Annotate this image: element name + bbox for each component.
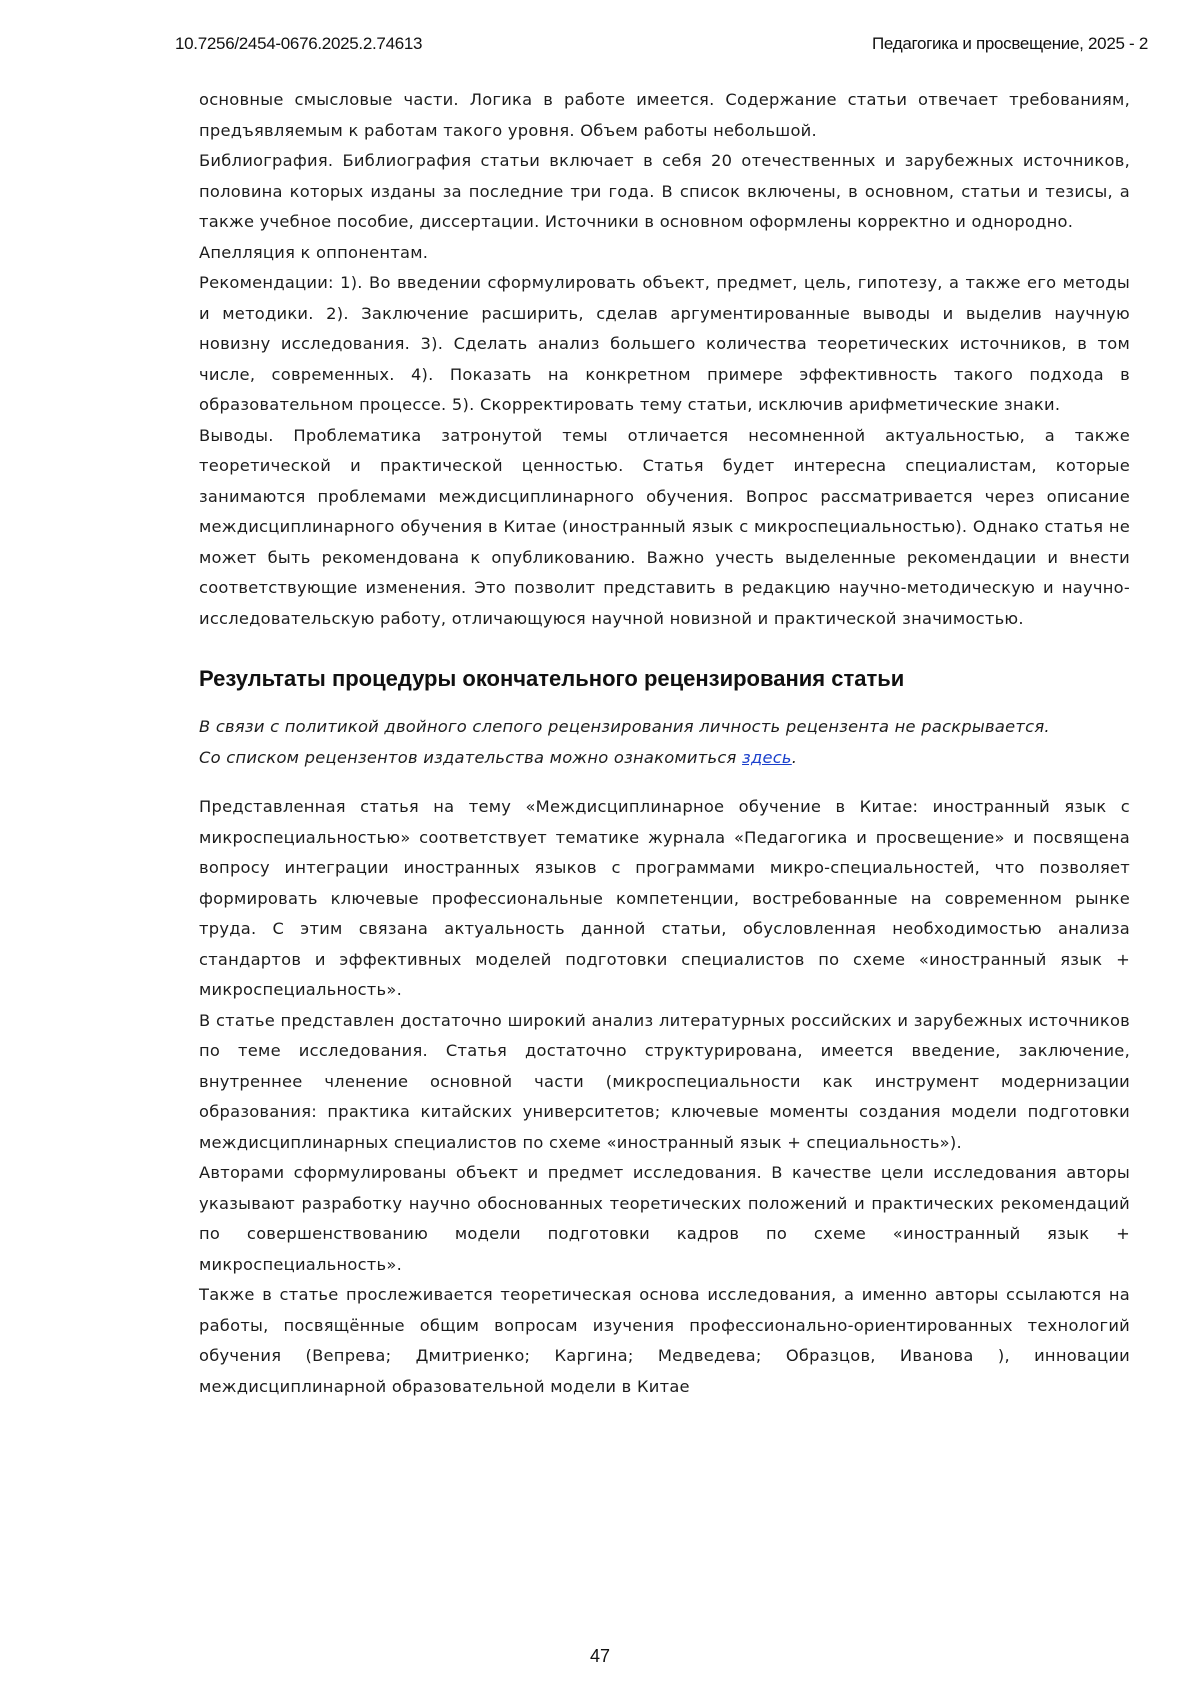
paragraph-structure: основные смысловые части. Логика в работе имеется. Содержание статьи отвечает требованиям, предъявляемым к работам такого уровня. Объем работы небольшой. — [199, 85, 1130, 146]
paragraph-recommendations: Рекомендации: 1). Во введении сформулировать объект, предмет, цель, гипотезу, а также его методы и методики. 2). Заключение расширить, сделав аргументированные выводы и выделив научную новизну исследования. 3). Сделать анализ большего количества теоретических источников, в том числе, современных. 4). Показать на конкретном примере эффективность такого подхода в образовательном процессе. 5). Скорректировать тему статьи, исключив арифметические знаки. — [199, 268, 1130, 421]
paragraph-topic: Представленная статья на тему «Междисциплинарное обучение в Китае: иностранный язык с микроспециальностью» соответствует тематике журнала «Педагогика и просвещение» и посвящена вопросу интеграции иностранных языков с программами микро-специальностей, что позволяет формировать ключевые профессиональные компетенции, востребованные на современном рынке труда. С этим связана актуальность данной статьи, обусловленная необходимостью анализа стандартов и эффективных моделей подготовки специалистов по схеме «иностранный язык + микроспециальность». — [199, 792, 1130, 1006]
notice-period: . — [792, 748, 797, 767]
paragraph-bibliography: Библиография. Библиография статьи включает в себя 20 отечественных и зарубежных источников, половина которых изданы за последние три года. В список включены, в основном, статьи и тезисы, а также учебное пособие, диссертации. Источники в основном оформлены корректно и однородно. — [199, 146, 1130, 238]
spacer — [199, 773, 1130, 792]
notice-reviewers-text: Со списком рецензентов издательства можно ознакомиться — [199, 748, 742, 767]
paragraph-sources: В статье представлен достаточно широкий анализ литературных российских и зарубежных источников по теме исследования. Статья достаточно структурирована, имеется введение, заключение, внутреннее членение основной части (микроспециальности как инструмент модернизации образования: практика китайских университетов; ключевые моменты создания модели подготовки междисциплинарных специалистов по схеме «иностранный язык + специальность»). — [199, 1006, 1130, 1159]
paragraph-object: Авторами сформулированы объект и предмет исследования. В качестве цели исследования авторы указывают разработку научно обоснованных теоретических положений и практических рекомендаций по совершенствованию модели подготовки кадров по схеме «иностранный язык + микроспециальность». — [199, 1158, 1130, 1280]
paragraph-appeal: Апелляция к оппонентам. — [199, 238, 1130, 269]
page-number: 47 — [0, 1646, 1200, 1667]
section-title: Результаты процедуры окончательного рецензирования статьи — [199, 664, 1130, 694]
running-header — [175, 34, 1148, 58]
notice-reviewers-list — [199, 743, 1130, 774]
review-notice — [199, 712, 1130, 773]
paragraph-conclusions: Выводы. Проблематика затронутой темы отличается несомненной актуальностью, а также теоретической и практической ценностью. Статья будет интересна специалистам, которые занимаются проблемами междисциплинарного обучения. Вопрос рассматривается через описание междисциплинарного обучения в Китае (иностранный язык с микроспециальностью). Однако статья не может быть рекомендована к опубликованию. Важно учесть выделенные рекомендации и внести соответствующие изменения. Это позволит представить в редакцию научно-методическую и научно-исследовательскую работу, отличающуюся научной новизной и практической значимостью. — [199, 421, 1130, 635]
doi-label: 10.7256/2454-0676.2025.2.74613 — [175, 34, 422, 54]
paragraph-theory: Также в статье прослеживается теоретическая основа исследования, а именно авторы ссылаются на работы, посвящённые общим вопросам изучения профессионально-ориентированных технологий обучения (Вепрева; Дмитриенко; Каргина; Медведева; Образцов, Иванова ), инновации междисциплинарной образовательной модели в Китае — [199, 1280, 1130, 1402]
article-body — [199, 85, 1130, 1402]
journal-title: Педагогика и просвещение, 2025 - 2 — [872, 34, 1148, 54]
notice-anonymity: В связи с политикой двойного слепого рецензирования личность рецензента не раскрывается. — [199, 712, 1130, 743]
reviewers-link[interactable]: здесь — [742, 748, 792, 767]
